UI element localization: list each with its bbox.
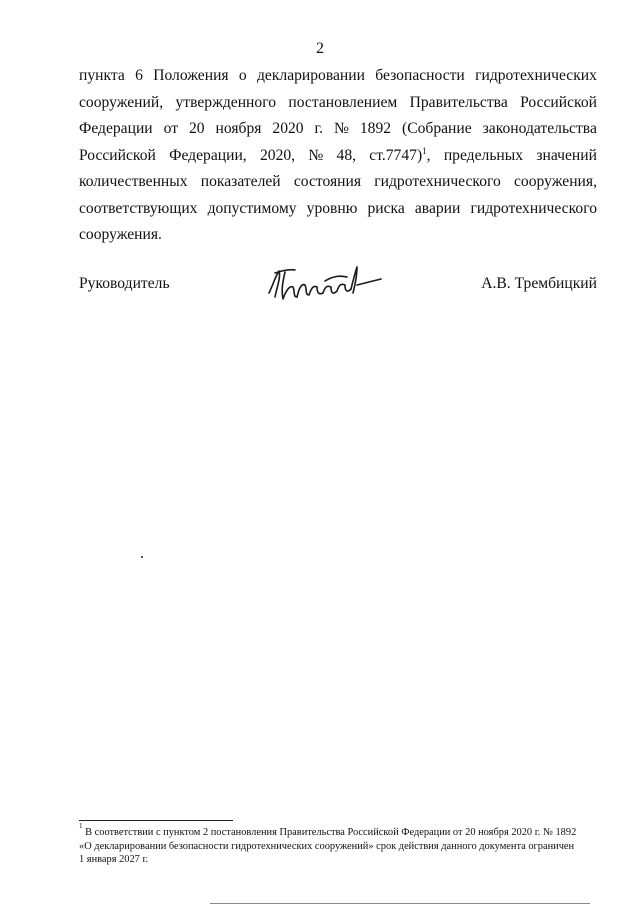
- body-line-5: [79, 169, 597, 196]
- footnote-text-3: 1 января 2027 г.: [79, 854, 149, 865]
- footnote-line-3: [79, 853, 599, 867]
- handwritten-signature: [265, 263, 385, 307]
- word: утвержденного: [175, 93, 277, 111]
- word: ноября: [215, 120, 262, 137]
- word: состояния: [293, 173, 362, 190]
- word: декларировании: [256, 67, 365, 84]
- word: значений: [536, 146, 597, 164]
- word: №: [334, 120, 349, 137]
- word: Российской: [79, 146, 156, 164]
- word: 20: [188, 120, 205, 137]
- word: гидротехнического: [374, 173, 501, 190]
- word: 48,: [336, 146, 357, 164]
- word: 1892: [359, 120, 392, 137]
- word: 2020: [272, 120, 304, 137]
- word: сооружений,: [79, 93, 164, 111]
- word: ст.7747): [369, 146, 423, 164]
- word: (Собрание: [402, 120, 472, 137]
- word: гидротехнических: [475, 67, 597, 84]
- footnote-marker: 1: [79, 822, 83, 830]
- word: соответствующих: [79, 199, 198, 217]
- word: гидротехнического: [470, 199, 597, 217]
- word: сооружения.: [79, 226, 162, 243]
- footnote: [79, 822, 599, 867]
- scan-speck: [141, 556, 143, 558]
- word: постановлением: [288, 93, 398, 111]
- footnote-line-2: [79, 840, 599, 854]
- word: сооружения,: [514, 173, 597, 190]
- body-paragraph: [79, 63, 597, 249]
- word: количественных: [79, 173, 188, 190]
- word: допустимому: [207, 199, 297, 217]
- word: 2020,: [259, 146, 296, 164]
- word: от: [163, 120, 179, 137]
- body-line-4: [79, 143, 597, 170]
- signatory-name: А.В. Трембицкий: [481, 275, 597, 292]
- word-with-footnote: ст.7747)$^1$,: [369, 145, 431, 164]
- footnote-reference: 1: [422, 145, 427, 156]
- body-line-6: [79, 196, 597, 223]
- word: 6: [135, 67, 143, 84]
- body-line-7: [79, 222, 597, 249]
- body-line-3: [79, 116, 597, 143]
- page-number: 2: [316, 40, 324, 57]
- scan-edge-line: [210, 903, 590, 904]
- word: о: [238, 67, 247, 84]
- word: №: [308, 146, 324, 164]
- word: Положения: [153, 67, 229, 84]
- word: законодательства: [482, 120, 597, 137]
- word: безопасности: [375, 67, 465, 84]
- word: уровню: [306, 199, 358, 217]
- footnote-text-1: В соответствии с пунктом 2 постановления Правительства Российской Федерации от 20 ноября 2020 г. № 1892: [85, 827, 577, 838]
- signature-block: [79, 275, 597, 315]
- word: Федерации,: [169, 146, 247, 164]
- body-line-1: [79, 63, 597, 90]
- word: риска: [367, 199, 405, 217]
- footnote-text-2: «О декларировании безопасности гидротехнических сооружений» срок действия данного документа ограничен: [79, 840, 575, 852]
- word: показателей: [200, 173, 281, 190]
- footnote-divider: [79, 820, 233, 821]
- body-line-2: [79, 90, 597, 117]
- word: пункта: [79, 67, 125, 84]
- word: аварии: [414, 199, 461, 217]
- word: Правительства: [409, 93, 508, 111]
- word: г.: [314, 120, 324, 137]
- word: предельных: [443, 146, 524, 164]
- word: Российской: [520, 93, 597, 111]
- word: Федерации: [79, 120, 153, 137]
- footnote-line-1: [79, 822, 599, 840]
- signatory-role: Руководитель: [79, 275, 170, 292]
